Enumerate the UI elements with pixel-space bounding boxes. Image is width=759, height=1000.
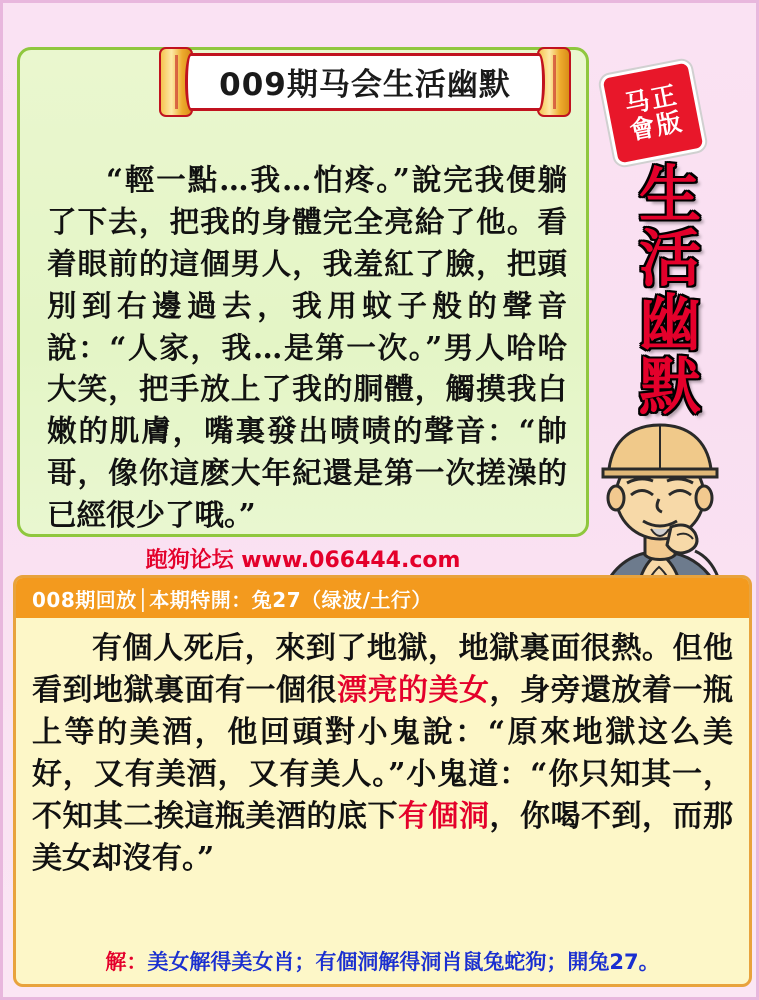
seal-char-4: 會	[627, 112, 658, 146]
vertical-title-char-4: 默	[638, 349, 701, 423]
bottom-story-part-3: ，你喝不到，而那美女却沒有。”	[32, 799, 733, 876]
bottom-story-highlight-1: 漂亮的美女	[337, 673, 490, 708]
answer-line	[16, 946, 749, 976]
top-story-text: “輕一點…我…怕疼。”說完我便躺了下去，把我的身體完全亮給了他。看着眼前的這個男人，我羞紅了臉，把頭別到右邊過去，我用蚊子般的聲音說：“人家，我…是第一次。”男人哈哈大笑，把手放上了我的胴體，觸摸我白嫩的肌膚，嘴裏發出啧啧的聲音：“帥哥，像你這麽大年紀還是第一次搓澡的已經很少了哦。”	[47, 162, 567, 532]
banner-paper	[185, 53, 545, 111]
bottom-story-panel	[13, 575, 752, 987]
bottom-story-highlight-2: 有個洞	[398, 799, 490, 834]
vertical-title-char-2: 活	[638, 221, 701, 295]
vertical-title	[615, 158, 725, 423]
bottom-story-text	[16, 618, 749, 880]
bottom-story-part-2: ，身旁還放着一瓶上等的美酒，他回頭對小鬼說：“原來地獄这么美好，又有美酒，又有美人。”小鬼道：“你只知其一，不知其二挨這瓶美酒的底下	[32, 673, 733, 834]
bottom-story-part-1: 有個人死后，來到了地獄，地獄裏面很熱。但他看到地獄裏面有一個很	[32, 631, 733, 708]
forum-url[interactable]: 跑狗论坛 www.066444.com	[145, 548, 461, 573]
title-banner	[159, 47, 571, 117]
seal-char-2: 版	[653, 107, 684, 141]
official-version-seal	[599, 59, 707, 167]
answer-label: 解：	[105, 950, 148, 974]
seal-text	[622, 82, 683, 145]
answer-text: 美女解得美女肖；有個洞解得洞肖鼠兔蛇狗；開兔27。	[147, 950, 660, 974]
seal-char-3: 马	[622, 85, 653, 119]
seal-char-1: 正	[648, 80, 679, 114]
vertical-title-char-1: 生	[638, 158, 701, 231]
previous-issue-header: 008期回放│本期特開：兔27（绿波/土行）	[16, 578, 749, 618]
vertical-title-char-3: 幽	[638, 285, 701, 359]
banner-title: 009期马会生活幽默	[219, 66, 511, 103]
